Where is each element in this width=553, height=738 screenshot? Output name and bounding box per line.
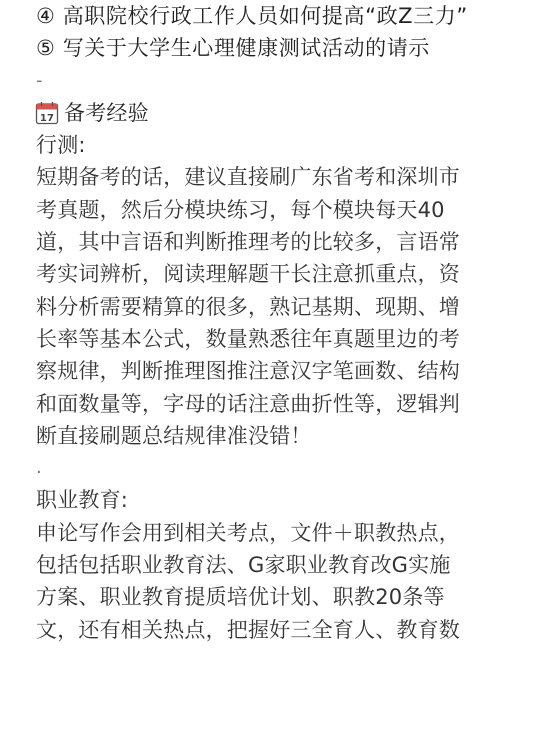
paragraph-line: 方案、职业教育提质培优计划、职教20条等 — [36, 585, 445, 610]
xingce-paragraph — [36, 161, 537, 452]
paragraph-line: 道，其中言语和判断推理考的比较多，言语常 — [36, 230, 460, 255]
paragraph-line: 料分析需要精算的很多，熟记基期、现期、增 — [36, 294, 460, 319]
paragraph-line: 考实词辨析，阅读理解题干长注意抓重点，资 — [36, 262, 460, 287]
paragraph-line: 和面数量等，字母的话注意曲折性等，逻辑判 — [36, 391, 460, 416]
zhiye-paragraph — [36, 517, 537, 646]
xingce-label: 行测: — [36, 133, 86, 158]
paragraph-line: 包括包括职业教育法、G家职业教育改G实施 — [36, 553, 451, 578]
list-item-4: ④ 高职院校行政工作人员如何提高“政Z三力” — [36, 4, 468, 28]
zhiye-label: 职业教育: — [36, 488, 129, 513]
separator-dash: - — [36, 69, 43, 91]
paragraph-line: 短期备考的话，建议直接刷广东省考和深圳市 — [36, 165, 460, 190]
calendar-icon — [35, 101, 59, 125]
calendar-icon-day: 17 — [39, 113, 55, 125]
paragraph-line: 察规律，判断推理图推注意汉字笔画数、结构 — [36, 359, 460, 384]
paragraph-line: 长率等基本公式，数量熟悉往年真题里边的考 — [36, 326, 460, 351]
list-item-5: ⑤ 写关于大学生心理健康测试活动的请示 — [36, 36, 430, 61]
paragraph-line: 断直接刷题总结规律准没错！ — [36, 423, 312, 448]
section-heading-text: 备考经验 — [64, 100, 149, 125]
paragraph-line: 考真题，然后分模块练习，每个模块每天40 — [36, 197, 445, 222]
paragraph-line: 申论写作会用到相关考点，文件＋职教热点， — [36, 520, 460, 545]
paragraph-line: 文，还有相关热点，把握好三全育人、教育数 — [36, 617, 460, 642]
section-heading — [36, 97, 537, 129]
separator-dot: . — [36, 457, 42, 479]
